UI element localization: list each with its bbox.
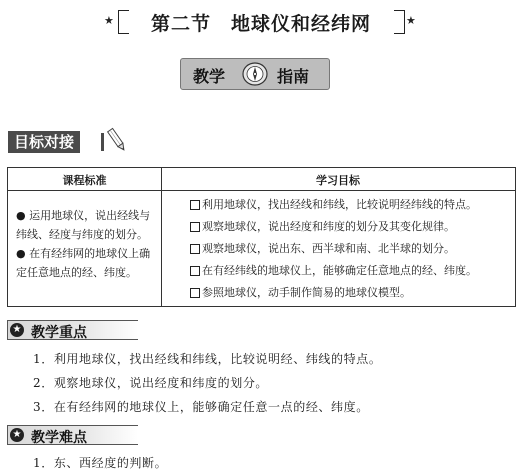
table-column-divider xyxy=(161,168,162,306)
checkbox-icon xyxy=(190,288,200,298)
key-point-item: 2．观察地球仪，说出经度和纬度的划分。 xyxy=(33,376,269,390)
standard-item: ● 运用地球仪，说出经线与纬线、经度与纬度的划分。 xyxy=(16,209,151,241)
tab-divider xyxy=(101,133,104,151)
page-title-block xyxy=(0,4,522,36)
bracket-right xyxy=(394,10,405,34)
standards-cell xyxy=(16,206,158,282)
goal-item xyxy=(190,216,477,238)
page-title: 第二节 地球仪和经纬网 xyxy=(150,13,371,35)
goal-text: 观察地球仪，说出经度和纬度的划分及其变化规律。 xyxy=(202,220,455,233)
teaching-guide-banner xyxy=(180,58,330,90)
key-point-item: 1．利用地球仪，找出经线和纬线，比较说明经、纬线的特点。 xyxy=(33,352,382,366)
star-icon: ★ xyxy=(104,14,114,27)
guide-label-right: 指南 xyxy=(277,67,310,86)
checkbox-icon xyxy=(190,222,200,232)
goal-item xyxy=(190,194,477,216)
checkbox-icon xyxy=(190,200,200,210)
standard-item: ● 在有经纬网的地球仪上确定任意地点的经、纬度。 xyxy=(16,247,151,279)
checkbox-icon xyxy=(190,266,200,276)
goal-item xyxy=(190,282,477,304)
goal-text: 在有经纬线的地球仪上，能够确定任意地点的经、纬度。 xyxy=(202,264,477,277)
compass-icon xyxy=(241,61,269,87)
goal-item xyxy=(190,260,477,282)
table-header-row xyxy=(8,168,515,191)
goal-text: 观察地球仪，说出东、西半球和南、北半球的划分。 xyxy=(202,242,455,255)
section-label: 教学难点 xyxy=(31,430,87,446)
difficult-point-item: 1．东、西经度的判断。 xyxy=(33,456,168,470)
goals-cell xyxy=(190,194,477,304)
table-header-goals: 学习目标 xyxy=(316,174,360,187)
guide-label-left: 教学 xyxy=(193,67,226,86)
section-key-points xyxy=(7,320,138,340)
key-point-item: 3．在有经纬网的地球仪上，能够确定任意一点的经、纬度。 xyxy=(33,400,369,414)
section-tab-objectives: 目标对接 xyxy=(8,131,80,153)
goal-item xyxy=(190,238,477,260)
table-header-standards: 课程标准 xyxy=(62,174,107,187)
goal-text: 参照地球仪，动手制作简易的地球仪模型。 xyxy=(202,286,411,299)
section-difficult-points xyxy=(7,425,138,445)
star-icon: ★ xyxy=(10,323,24,337)
star-icon: ★ xyxy=(10,428,24,442)
checkbox-icon xyxy=(190,244,200,254)
pencil-icon xyxy=(106,126,128,154)
bracket-left xyxy=(118,10,129,34)
objectives-table xyxy=(7,167,516,307)
goal-text: 利用地球仪，找出经线和纬线，比较说明经纬线的特点。 xyxy=(202,198,477,211)
star-icon: ★ xyxy=(406,14,416,27)
section-label: 教学重点 xyxy=(31,325,87,341)
